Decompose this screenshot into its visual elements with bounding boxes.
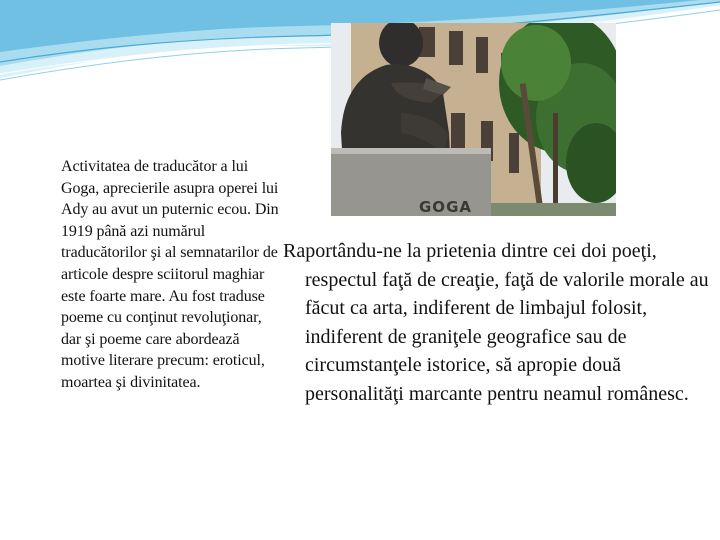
- left-paragraph: Activitatea de traducător a lui Goga, aprecierile asupra operei lui Ady au avut un puternic ecou. Din 1919 până azi numărul traducătorilor şi al semnatarilor de articole despre sciitorul maghiar este foarte mare. Au fost traduse poeme cu conţinut revoluţionar, dar şi poeme care abordează motive literare precum: eroticul, moartea şi divinitatea.: [61, 158, 279, 391]
- pedestal-inscription: GOGA: [419, 198, 472, 216]
- goga-statue-photo: [331, 23, 616, 216]
- fence: [491, 203, 616, 216]
- statue-pedestal: [331, 148, 491, 216]
- right-paragraph: Raportându-ne la prietenia dintre cei doi poeţi, respectul faţă de creaţie, faţă de valorile morale au făcut ca arta, indiferent de limbajul folosit, indiferent de graniţele geografice sau de circumstanţele istorice, să apropie două personalităţi marcante pentru neamul românesc.: [283, 240, 709, 405]
